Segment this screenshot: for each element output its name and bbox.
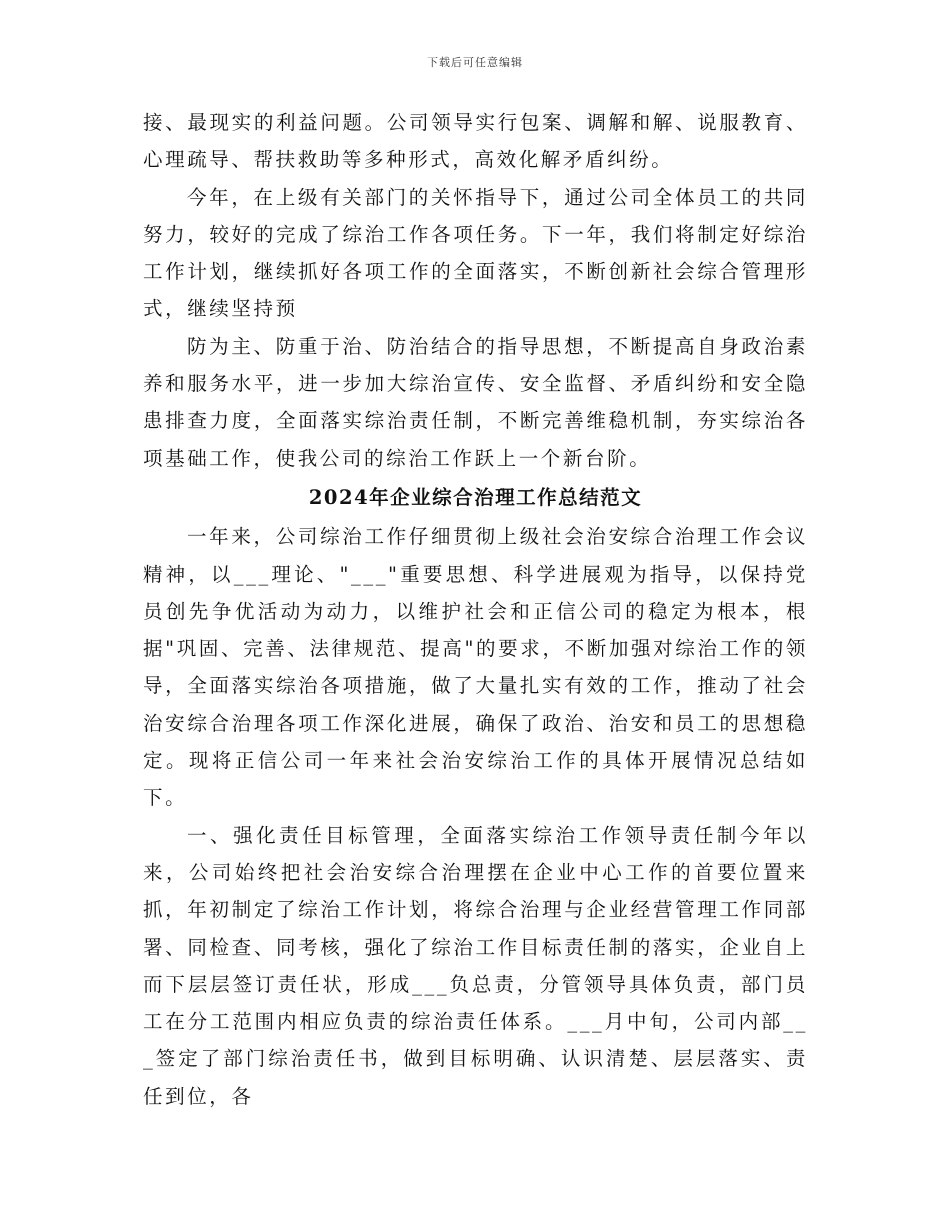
top-paragraphs <box>143 104 808 477</box>
bottom-paragraphs <box>143 518 808 1115</box>
page-header: 下载后可任意编辑 <box>427 56 523 69</box>
paragraph: 防为主、防重于治、防治结合的指导思想，不断提高自身政治素养和服务水平，进一步加大综治宣传、安全监督、矛盾纠纷和安全隐患排查力度，全面落实综治责任制，不断完善维稳机制，夯实综治各项基础工作，使我公司的综治工作跃上一个新台阶。 <box>143 334 808 470</box>
document-body <box>143 104 808 1115</box>
section-title: 2024年企业综合治理工作总结范文 <box>308 485 643 509</box>
paragraph: 今年，在上级有关部门的关怀指导下，通过公司全体员工的共同努力，较好的完成了综治工作各项任务。下一年，我们将制定好综治工作计划，继续抓好各项工作的全面落实，不断创新社会综合管理形式，继续坚持预 <box>143 185 808 321</box>
paragraph: 一、强化责任目标管理，全面落实综治工作领导责任制今年以来，公司始终把社会治安综合治理摆在企业中心工作的首要位置来抓，年初制定了综治工作计划，将综合治理与企业经营管理工作同部署、同检查、同考核，强化了综治工作目标责任制的落实，企业自上而下层层签订责任状，形成___负总责，分管领导具体负责，部门员工在分工范围内相应负责的综治责任体系。___月中旬，公司内部___签定了部门综治责任书，做到目标明确、认识清楚、层层落实、责任到位，各 <box>143 823 808 1108</box>
paragraph: 一年来，公司综治工作仔细贯彻上级社会治安综合治理工作会议精神，以___理论、"___"重要思想、科学进展观为指导，以保持党员创先争优活动为动力，以维护社会和正信公司的稳定为根本，根据"巩固、完善、法律规范、提高"的要求，不断加强对综治工作的领导，全面落实综治各项措施，做了大量扎实有效的工作，推动了社会治安综合治理各项工作深化进展，确保了政治、治安和员工的思想稳定。现将正信公司一年来社会治安综治工作的具体开展情况总结如下。 <box>143 525 808 810</box>
paragraph: 接、最现实的利益问题。公司领导实行包案、调解和解、说服教育、心理疏导、帮扶救助等多种形式，高效化解矛盾纠纷。 <box>143 111 808 172</box>
